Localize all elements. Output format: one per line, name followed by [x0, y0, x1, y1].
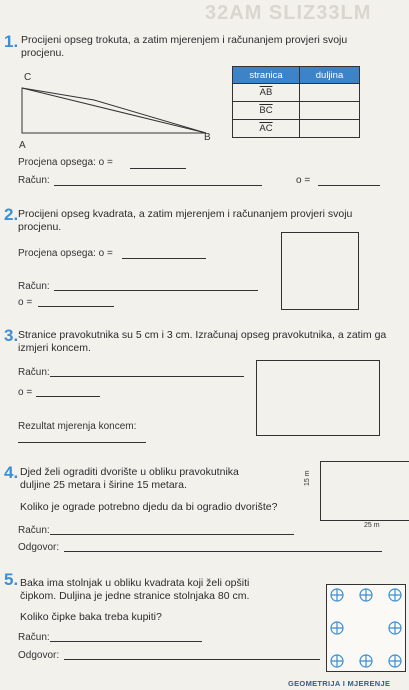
task-number: 4. — [4, 463, 19, 482]
result-label: Rezultat mjerenja koncem: — [18, 421, 137, 432]
calc-answer-line[interactable] — [54, 290, 258, 291]
side-name: $\overline{BC}$ — [233, 102, 300, 120]
table-row — [233, 120, 360, 138]
task-question: Koliko je ograde potrebno djedu da bi ogradio dvorište? — [20, 501, 278, 513]
estimate-answer-line[interactable] — [130, 168, 186, 169]
task-text: Djed želi ograditi dvorište u obliku pravokutnika duljine 25 metara i širine 15 metara. — [20, 466, 239, 491]
estimate-answer-line[interactable] — [122, 258, 206, 259]
task-number: 5. — [4, 570, 19, 589]
task-text: Stranice pravokutnika su 5 cm i 3 cm. Izračunaj opseg pravokutnika, a zatim ga izmjeri koncem. — [18, 329, 387, 354]
lace-pattern-icon — [327, 585, 405, 671]
calc-label: Račun: — [18, 175, 50, 186]
calc-label: Račun: — [18, 525, 50, 536]
result-answer-line[interactable] — [18, 442, 146, 443]
vertex-label-b: B — [204, 132, 211, 143]
o-label: o = — [18, 297, 33, 308]
calc-label: Račun: — [18, 281, 50, 292]
calc-answer-line[interactable] — [50, 641, 202, 642]
tablecloth-figure — [326, 584, 406, 672]
side-name: $\overline{AC}$ — [233, 120, 300, 138]
o-label: o = — [296, 175, 311, 186]
task-text: Procijeni opseg kvadrata, a zatim mjerenjem i računanjem provjeri svoju procjenu. — [18, 208, 353, 233]
header-watermark: 32AM SLIZ33LM — [205, 2, 372, 24]
calc-label: Račun: — [18, 632, 50, 643]
o-answer-line[interactable] — [38, 306, 114, 307]
side-label-short: 15 m — [304, 470, 311, 486]
task-question: Koliko čipke baka treba kupiti? — [20, 611, 162, 623]
table-row — [233, 102, 360, 120]
task-number: 3. — [4, 326, 19, 345]
calc-answer-line[interactable] — [50, 376, 244, 377]
task-text: Procijeni opseg trokuta, a zatim mjerenjem i računanjem provjeri svoju procjenu. — [21, 34, 348, 59]
table-header: stranica — [233, 67, 300, 84]
length-cell[interactable] — [300, 120, 360, 138]
answer-line[interactable] — [64, 551, 382, 552]
calc-answer-line[interactable] — [50, 534, 294, 535]
vertex-label-c: C — [24, 72, 32, 83]
length-cell[interactable] — [300, 84, 360, 102]
vertex-label-a: A — [19, 140, 26, 151]
calc-label: Račun: — [18, 367, 50, 378]
side-length-table — [232, 66, 360, 138]
table-header: duljina — [300, 67, 360, 84]
answer-label: Odgovor: — [18, 650, 60, 661]
footer-section-title: GEOMETRIJA I MJERENJE — [288, 679, 391, 688]
triangle-figure — [14, 70, 214, 150]
o-answer-line[interactable] — [318, 185, 380, 186]
answer-line[interactable] — [64, 659, 320, 660]
square-figure — [281, 232, 359, 310]
side-label-long: 25 m — [364, 522, 380, 529]
rectangle-figure — [256, 360, 380, 436]
task-number: 1. — [4, 32, 19, 51]
o-answer-line[interactable] — [36, 396, 100, 397]
task-number: 2. — [4, 205, 19, 224]
estimate-label: Procjena opsega: o = — [18, 248, 113, 259]
table-row — [233, 84, 360, 102]
yard-rectangle-figure — [320, 461, 409, 521]
o-label: o = — [18, 387, 33, 398]
estimate-label: Procjena opsega: o = — [18, 157, 113, 168]
length-cell[interactable] — [300, 102, 360, 120]
side-name: $\overline{AB}$ — [233, 84, 300, 102]
answer-label: Odgovor: — [18, 542, 60, 553]
calc-answer-line[interactable] — [54, 185, 262, 186]
task-text: Baka ima stolnjak u obliku kvadrata koji želi opšiti čipkom. Duljina je jedne stranice stolnjaka 80 cm. — [20, 577, 250, 602]
